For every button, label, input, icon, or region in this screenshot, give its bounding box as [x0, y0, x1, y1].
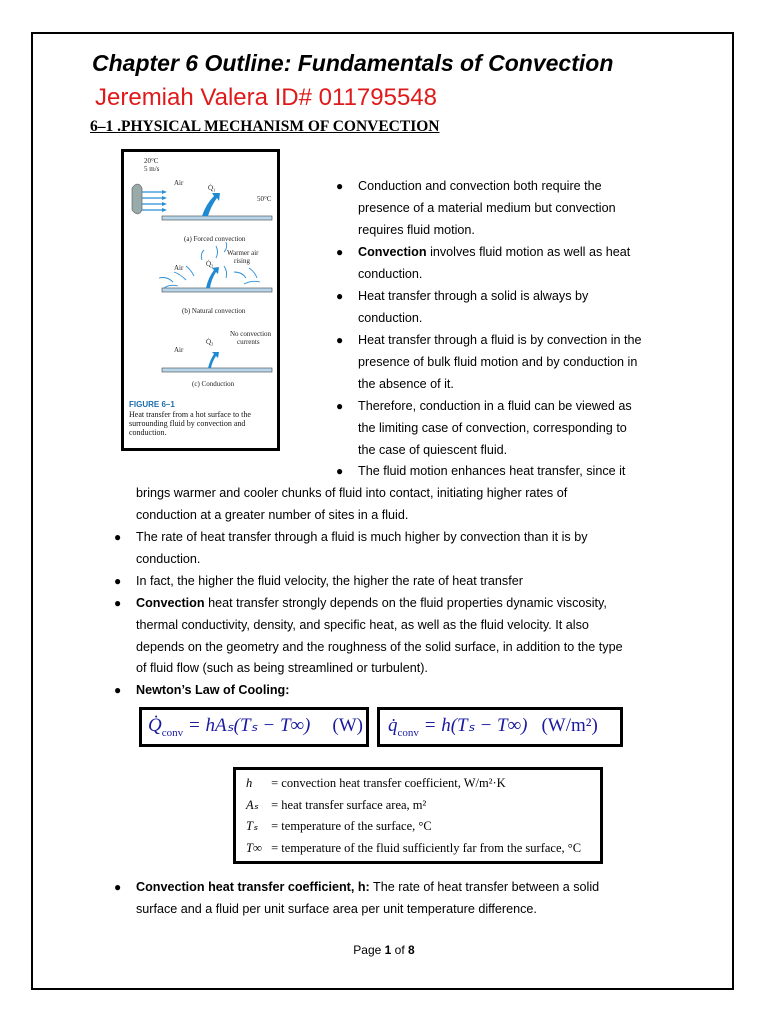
- fig-warmer-air: Warmer air: [227, 249, 259, 257]
- definition-row: [246, 838, 600, 860]
- list-item: [336, 242, 631, 286]
- eq-expression: = hAₛ(Tₛ − T∞): [183, 715, 311, 736]
- definition-row: [246, 795, 600, 817]
- footer-of: of: [391, 943, 409, 957]
- fig-temp-air: 20°C: [144, 157, 159, 165]
- bullet-line: Conduction and convection both require the: [358, 179, 602, 193]
- bullet-dot: ●: [336, 289, 344, 303]
- bullet-line: the absence of it.: [358, 376, 454, 391]
- bullet-line: of fluid flow (such as being streamlined or turbulent).: [136, 661, 428, 676]
- bullet-line: thermal conductivity, density, and specific heat, as well as the fluid velocity. It also: [136, 617, 589, 632]
- list-item: [114, 593, 623, 680]
- page-total: 8: [408, 943, 415, 957]
- page-number: 1: [384, 943, 392, 957]
- bullet-dot: ●: [114, 683, 122, 697]
- bullet-dot: ●: [114, 596, 122, 610]
- def-symbol: T∞: [246, 840, 262, 855]
- bullet-dot: ●: [114, 530, 122, 544]
- fig-air-c: Air: [174, 346, 184, 354]
- list-item: [114, 877, 600, 921]
- fig-no-convection: No convection: [230, 330, 272, 338]
- bullet-line: presence of a material medium but convection: [358, 200, 616, 215]
- equation-newton-total: [139, 707, 369, 747]
- bullet-line: Heat transfer through a solid is always by: [358, 289, 589, 303]
- eq-unit: (W/m²): [541, 715, 598, 736]
- fig-air-a: Air: [174, 179, 184, 187]
- bold-term: Convection heat transfer coefficient, h:: [136, 880, 370, 894]
- list-item: [114, 680, 290, 702]
- bold-term: Convection: [136, 596, 205, 610]
- bullet-line: heat transfer strongly depends on the fluid properties dynamic viscosity,: [204, 596, 607, 610]
- def-symbol: Aₛ: [246, 797, 259, 812]
- list-item: [114, 571, 523, 593]
- bullet-line: depends on the geometry and the roughness of the solid surface, in addition to the type: [136, 639, 623, 654]
- list-item: [336, 461, 626, 483]
- bold-term: Newton’s Law of Cooling:: [136, 683, 290, 697]
- figure-illustration: [124, 152, 277, 392]
- bullet-line: presence of bulk fluid motion and by conduction in: [358, 354, 638, 369]
- fig-q2: Q̇₂: [206, 260, 214, 268]
- figure-caption-title: FIGURE 6–1: [129, 400, 175, 409]
- section-heading: 6–1 .PHYSICAL MECHANISM OF CONVECTION: [90, 118, 440, 135]
- bullet-dot: ●: [336, 179, 344, 193]
- definition-row: [246, 816, 600, 838]
- bullet-dot: ●: [336, 399, 344, 413]
- bullet-line: brings warmer and cooler chunks of fluid into contact, initiating higher rates of: [136, 486, 568, 500]
- list-item: [114, 527, 588, 571]
- bullet-continuation: [136, 483, 567, 527]
- bullet-line: surface and a fluid per unit surface area per unit temperature difference.: [136, 901, 537, 916]
- eq-unit: (W): [332, 715, 363, 736]
- bullet-line: conduction at a greater number of sites in a fluid.: [136, 507, 409, 522]
- fig-air-b: Air: [174, 264, 184, 272]
- bold-term: Convection: [358, 245, 427, 259]
- bullet-line: The rate of heat transfer between a solid: [369, 880, 600, 894]
- bullet-dot: ●: [114, 574, 122, 588]
- bullet-line: involves fluid motion as well as heat: [426, 245, 631, 259]
- bullet-line: The fluid motion enhances heat transfer, since it: [358, 464, 626, 478]
- equation-newton-flux: [377, 707, 623, 747]
- eq-subscript: conv: [161, 726, 184, 739]
- def-text: = heat transfer surface area, m²: [268, 797, 427, 812]
- fig-panel-c: (c) Conduction: [192, 380, 235, 388]
- def-text: = temperature of the fluid sufficiently far from the surface, °C: [268, 840, 582, 855]
- figure-caption: Heat transfer from a hot surface to the surrounding fluid by convection and conduction.: [129, 410, 251, 437]
- def-text: = convection heat transfer coefficient, W/m²·K: [268, 776, 506, 790]
- page-footer: [0, 943, 768, 957]
- figure-6-1: [121, 149, 280, 451]
- fig-surface-temp: 50°C: [257, 195, 272, 203]
- def-symbol: Tₛ: [246, 819, 258, 833]
- list-item: [336, 396, 632, 461]
- eq-expression: = h(Tₛ − T∞): [418, 715, 528, 736]
- bullet-line: The rate of heat transfer through a fluid is much higher by convection than it is by: [136, 530, 588, 544]
- bullet-line: requires fluid motion.: [358, 222, 475, 237]
- page-title: Chapter 6 Outline: Fundamentals of Convection: [92, 50, 614, 76]
- bullet-line: the limiting case of convection, corresponding to: [358, 420, 627, 435]
- bullet-line: conduction.: [358, 266, 423, 281]
- footer-prefix: Page: [353, 943, 385, 957]
- list-item: [336, 286, 589, 330]
- eq-subscript: conv: [397, 726, 419, 739]
- eq-symbol: q̇: [388, 715, 398, 736]
- bullet-dot: ●: [336, 464, 344, 478]
- bullet-dot: ●: [336, 245, 344, 259]
- bullet-line: the case of quiescent fluid.: [358, 442, 508, 457]
- fig-speed: 5 m/s: [144, 165, 160, 173]
- fig-rising: rising: [234, 257, 250, 265]
- def-text: = temperature of the surface, °C: [268, 819, 432, 833]
- bullet-line: conduction.: [136, 551, 201, 566]
- fig-q3: Q̇₃: [206, 338, 214, 346]
- fig-q1: Q̇₁: [208, 184, 216, 192]
- bullet-line: In fact, the higher the fluid velocity, the higher the rate of heat transfer: [136, 574, 523, 588]
- author-line: Jeremiah Valera ID# 011795548: [95, 84, 437, 111]
- bullet-line: conduction.: [358, 310, 423, 325]
- bullet-line: Heat transfer through a fluid is by convection in the: [358, 333, 642, 347]
- list-item: [336, 330, 642, 395]
- def-symbol: h: [246, 776, 253, 790]
- fig-panel-b: (b) Natural convection: [182, 307, 246, 315]
- list-item: [336, 176, 616, 241]
- eq-symbol: Q̇: [148, 715, 162, 736]
- bullet-line: Therefore, conduction in a fluid can be viewed as: [358, 399, 632, 413]
- fig-currents: currents: [237, 338, 260, 346]
- definition-row: [246, 773, 600, 795]
- bullet-dot: ●: [336, 333, 344, 347]
- definitions-box: [233, 767, 603, 864]
- bullet-dot: ●: [114, 880, 122, 894]
- fig-panel-a: (a) Forced convection: [184, 235, 246, 243]
